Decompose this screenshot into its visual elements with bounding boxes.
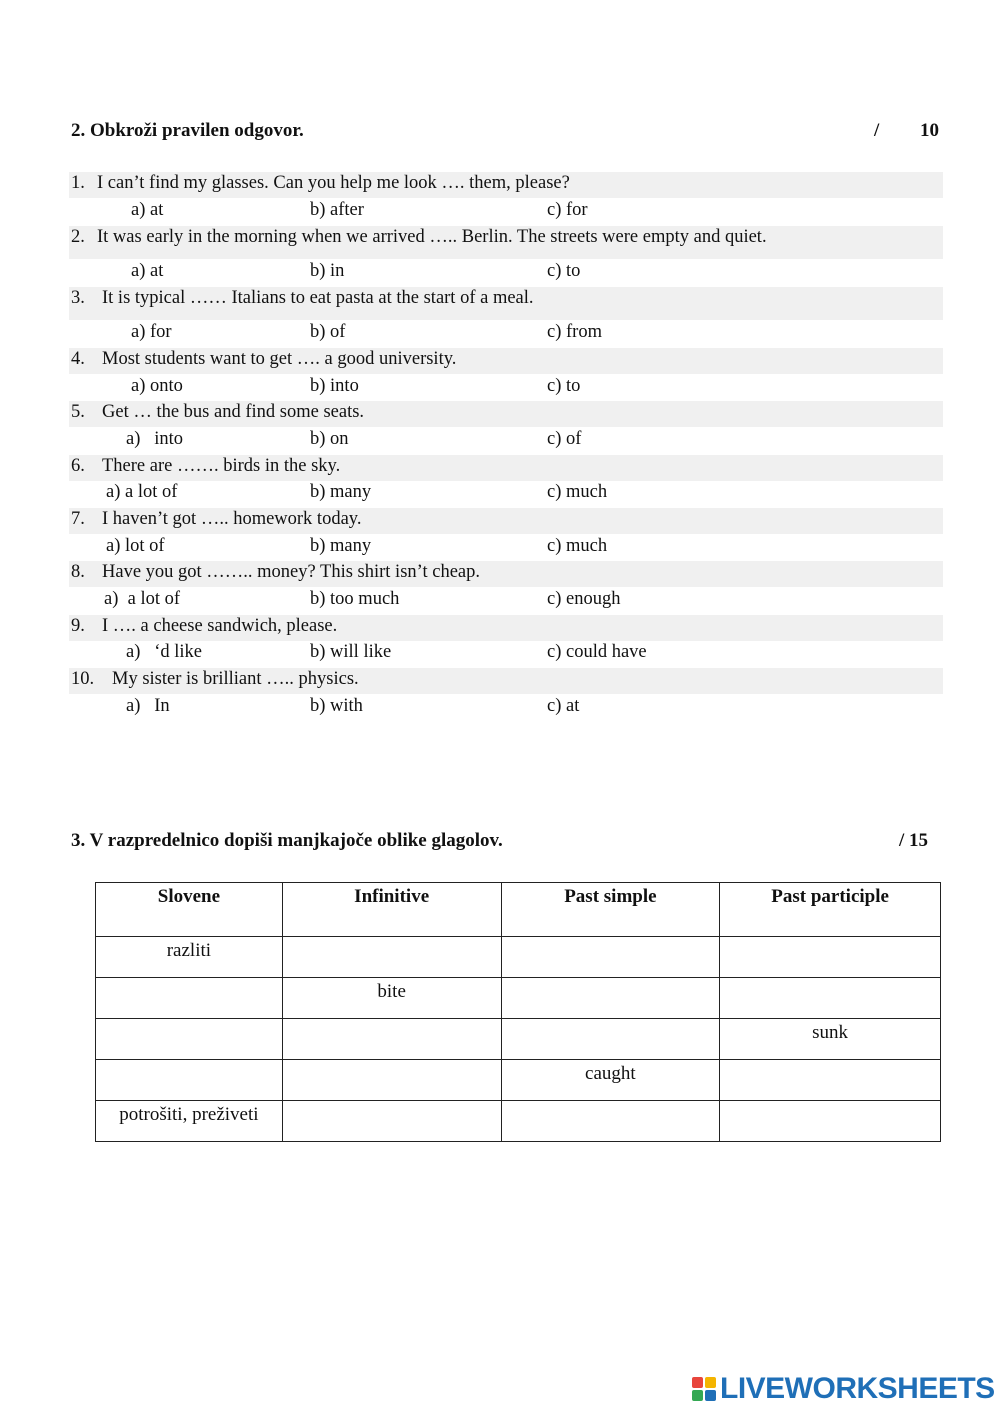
question-number: 1. <box>71 173 85 193</box>
table-cell-blank[interactable] <box>501 1101 720 1142</box>
table-row <box>96 1060 941 1101</box>
question-row <box>69 508 943 534</box>
question-number: 9. <box>71 616 85 636</box>
header-past-simple: Past simple <box>501 883 720 937</box>
question-row <box>69 172 943 198</box>
question-number: 10. <box>71 669 95 689</box>
table-cell-blank[interactable] <box>501 978 720 1019</box>
table-cell: caught <box>501 1060 720 1101</box>
question-number: 7. <box>71 509 85 529</box>
answer-option[interactable]: a) a lot of <box>106 482 178 502</box>
question-row <box>69 455 943 481</box>
table-cell-blank[interactable] <box>282 1019 501 1060</box>
question-number: 4. <box>71 349 85 369</box>
question-number: 8. <box>71 562 85 582</box>
answer-option[interactable]: a) lot of <box>106 536 165 556</box>
answer-option[interactable]: a) In <box>126 696 170 716</box>
answer-option[interactable]: a) at <box>131 200 164 220</box>
answer-option[interactable]: c) to <box>547 261 581 281</box>
answer-option[interactable]: a) for <box>131 322 172 342</box>
header-infinitive: Infinitive <box>282 883 501 937</box>
table-cell-blank[interactable] <box>501 937 720 978</box>
section-3-score: / 15 <box>899 830 929 851</box>
section-2-score-total: 10 <box>920 120 939 141</box>
table-cell-blank[interactable] <box>501 1019 720 1060</box>
question-text: Get … the bus and find some seats. <box>102 402 365 422</box>
table-cell: potrošiti, preživeti <box>96 1101 283 1142</box>
section-2-score-slash: / <box>874 120 880 141</box>
question-number: 6. <box>71 456 85 476</box>
answer-option[interactable]: c) much <box>547 536 608 556</box>
table-cell-blank[interactable] <box>96 1019 283 1060</box>
answer-option[interactable]: c) at <box>547 696 580 716</box>
answer-option[interactable]: b) with <box>310 696 363 716</box>
table-row <box>96 937 941 978</box>
question-number: 3. <box>71 288 85 308</box>
question-row <box>69 348 943 374</box>
logo-square-icon <box>705 1377 716 1388</box>
section-2-title: 2. Obkroži pravilen odgovor. <box>71 120 304 141</box>
answer-option[interactable]: a) at <box>131 261 164 281</box>
answer-option[interactable]: c) enough <box>547 589 621 609</box>
answer-option[interactable]: c) from <box>547 322 602 342</box>
question-row <box>69 668 943 694</box>
table-cell: bite <box>282 978 501 1019</box>
table-row <box>96 1101 941 1142</box>
question-row <box>69 287 943 320</box>
answer-option[interactable]: a) a lot of <box>104 589 181 609</box>
question-text: I haven’t got ….. homework today. <box>102 509 362 529</box>
table-cell-blank[interactable] <box>720 978 941 1019</box>
logo-square-icon <box>692 1377 703 1388</box>
table-cell-blank[interactable] <box>720 1101 941 1142</box>
question-text: I …. a cheese sandwich, please. <box>102 616 338 636</box>
table-cell-blank[interactable] <box>282 937 501 978</box>
answer-option[interactable]: b) too much <box>310 589 400 609</box>
logo-square-icon <box>705 1390 716 1401</box>
question-text: It was early in the morning when we arrived ….. Berlin. The streets were empty and quiet. <box>97 227 767 247</box>
answer-option[interactable]: c) could have <box>547 642 647 662</box>
question-row <box>69 401 943 427</box>
logo-text: LIVEWORKSHEETS <box>720 1372 995 1405</box>
question-text: My sister is brilliant ….. physics. <box>112 669 359 689</box>
table-cell-blank[interactable] <box>96 978 283 1019</box>
table-row <box>96 1019 941 1060</box>
answer-option[interactable]: b) will like <box>310 642 392 662</box>
answer-option[interactable]: b) in <box>310 261 345 281</box>
question-text: Most students want to get …. a good university. <box>102 349 457 369</box>
section-3-title: 3. V razpredelnico dopiši manjkajoče oblike glagolov. <box>71 830 503 851</box>
logo-square-icon <box>692 1390 703 1401</box>
answer-option[interactable]: b) of <box>310 322 346 342</box>
answer-option[interactable]: a) into <box>126 429 184 449</box>
table-header-row <box>96 883 941 937</box>
answer-option[interactable]: c) for <box>547 200 588 220</box>
answer-option[interactable]: c) much <box>547 482 608 502</box>
question-text: Have you got …….. money? This shirt isn’t cheap. <box>102 562 480 582</box>
table-cell-blank[interactable] <box>720 937 941 978</box>
header-slovene: Slovene <box>96 883 283 937</box>
question-row <box>69 615 943 641</box>
question-text: It is typical …… Italians to eat pasta at the start of a meal. <box>102 288 534 308</box>
logo-grid-icon <box>692 1377 716 1401</box>
answer-option[interactable]: c) to <box>547 376 581 396</box>
table-cell-blank[interactable] <box>720 1060 941 1101</box>
question-row <box>69 561 943 587</box>
answer-option[interactable]: a) onto <box>131 376 183 396</box>
header-past-participle: Past participle <box>720 883 941 937</box>
answer-option[interactable]: a) ‘d like <box>126 642 203 662</box>
verb-forms-table <box>95 882 941 1142</box>
answer-option[interactable]: b) into <box>310 376 359 396</box>
question-number: 5. <box>71 402 85 422</box>
table-cell-blank[interactable] <box>96 1060 283 1101</box>
table-row <box>96 978 941 1019</box>
question-number: 2. <box>71 227 85 247</box>
question-text: There are ……. birds in the sky. <box>102 456 341 476</box>
table-cell: razliti <box>96 937 283 978</box>
answer-option[interactable]: c) of <box>547 429 582 449</box>
liveworksheets-logo <box>692 1372 995 1406</box>
table-cell-blank[interactable] <box>282 1060 501 1101</box>
table-cell: sunk <box>720 1019 941 1060</box>
answer-option[interactable]: b) on <box>310 429 349 449</box>
answer-option[interactable]: b) after <box>310 200 364 220</box>
answer-option[interactable]: b) many <box>310 536 372 556</box>
question-row <box>69 226 943 259</box>
answer-option[interactable]: b) many <box>310 482 372 502</box>
question-text: I can’t find my glasses. Can you help me look …. them, please? <box>97 173 570 193</box>
table-cell-blank[interactable] <box>282 1101 501 1142</box>
